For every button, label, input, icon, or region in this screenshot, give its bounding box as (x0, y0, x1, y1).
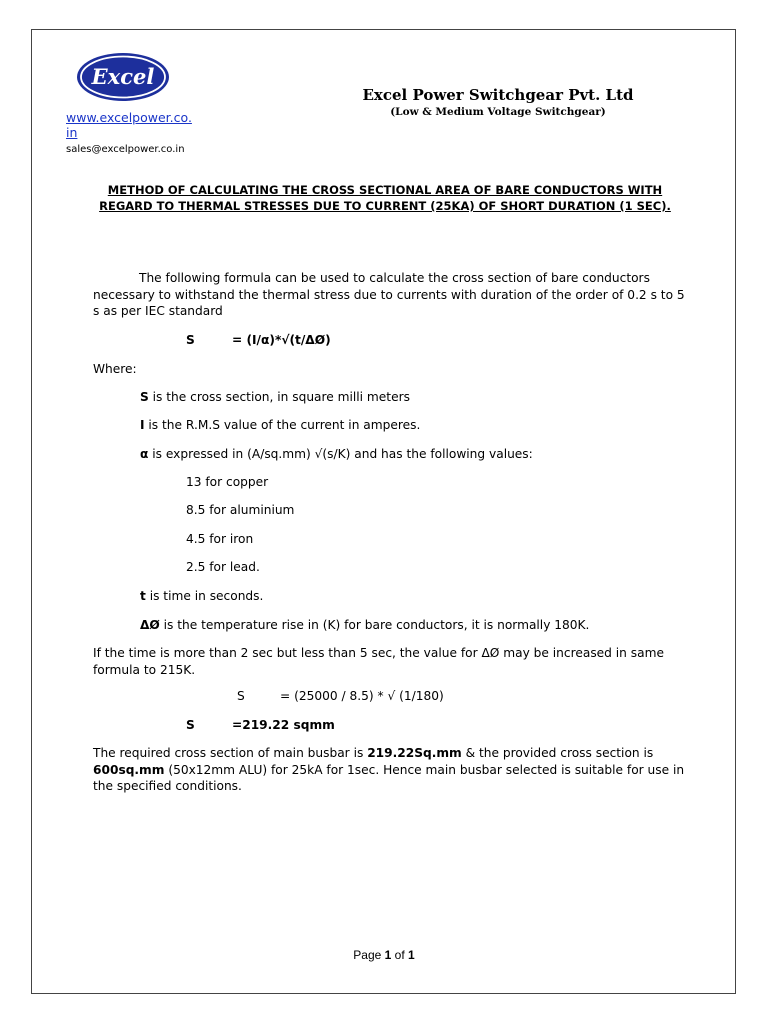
definition-i (140, 417, 420, 433)
page-border (31, 29, 736, 994)
intro-paragraph: The following formula can be used to calculate the cross section of bare conductors necessary to withstand the thermal stress due to currents with duration of the order of 0.2 s to 5 s as per IEC standard (93, 271, 685, 318)
definition-t (140, 588, 263, 604)
definition-symbol: α (140, 447, 149, 461)
result-rhs: =219.22 sqmm (232, 718, 335, 732)
where-label: Where: (93, 362, 137, 376)
required-section-value: 219.22Sq.mm (367, 746, 462, 760)
definition-text: is time in seconds. (145, 589, 264, 603)
page-number (0, 948, 768, 962)
email-text: sales@excelpower.co.in (66, 144, 185, 155)
definition-text: is the temperature rise in (K) for bare conductors, it is normally 180K. (159, 618, 590, 632)
excel-logo (76, 52, 170, 102)
alpha-value-iron: 4.5 for iron (186, 532, 254, 546)
definition-symbol: S (140, 390, 149, 404)
provided-section-value: 600sq.mm (93, 762, 165, 777)
definition-symbol: I (140, 418, 145, 432)
definition-delta-theta (140, 617, 589, 633)
conclusion-text: (50x12mm ALU) for 25kA for 1sec. Hence main busbar selected is suitable for use in the specified conditions. (93, 762, 685, 793)
company-name: Excel Power Switchgear Pvt. Ltd (362, 86, 634, 104)
alpha-value-copper: 13 for copper (186, 475, 269, 489)
page-total: 1 (408, 948, 415, 962)
alpha-value-lead: 2.5 for lead. (186, 560, 260, 574)
conclusion-text: & the provided cross section is (461, 746, 654, 760)
conclusion-paragraph (93, 745, 688, 795)
definition-text: is the cross section, in square milli meters (148, 390, 410, 404)
definition-text: is the R.M.S value of the current in amperes. (144, 418, 421, 432)
calc-lhs: S (237, 689, 245, 703)
definition-symbol: t (140, 589, 146, 603)
definition-symbol: ΔØ (140, 618, 160, 632)
logo-text: Excel (91, 64, 155, 89)
calc-rhs: = (25000 / 8.5) * √ (1/180) (280, 689, 444, 703)
temperature-note: If the time is more than 2 sec but less than 5 sec, the value for ΔØ may be increased in same formula to 215K. (93, 646, 664, 677)
formula-rhs: = (I/α)*√(t/ΔØ) (232, 333, 331, 347)
contact-block (66, 110, 194, 156)
formula-lhs: S (186, 333, 195, 347)
definition-alpha (140, 446, 533, 462)
website-link[interactable]: www.excelpower.co.in (66, 110, 192, 140)
conclusion-text: The required cross section of main busbar is (93, 746, 368, 760)
result-lhs: S (186, 718, 195, 732)
page-prefix: Page (353, 948, 385, 962)
page-mid: of (391, 948, 409, 962)
company-tagline: (Low & Medium Voltage Switchgear) (390, 106, 606, 118)
definition-text: is expressed in (A/sq.mm) √(s/K) and has the following values: (148, 447, 533, 461)
definition-s (140, 389, 410, 405)
page-current: 1 (384, 948, 392, 962)
alpha-value-aluminium: 8.5 for aluminium (186, 503, 295, 517)
document-heading: METHOD OF CALCULATING THE CROSS SECTIONAL AREA OF BARE CONDUCTORS WITH REGARD TO THERMAL STRESSES DUE TO CURRENT (25KA) OF SHORT DURATION (1 SEC). (99, 183, 671, 213)
